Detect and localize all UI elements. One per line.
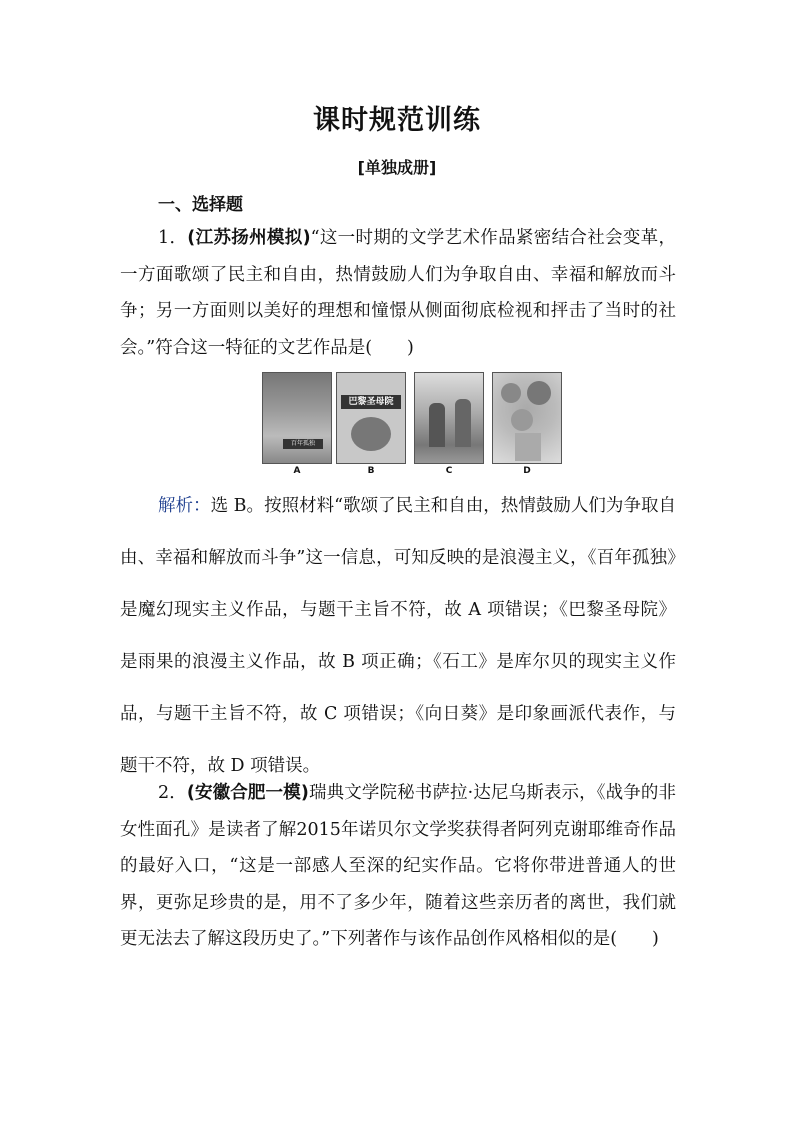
question-1-number: 1． [158, 228, 188, 248]
question-2-source: (安徽合肥一模) [186, 783, 309, 803]
figure-b-label: B [367, 466, 375, 476]
figure-a-label: A [293, 466, 301, 476]
question-2 [120, 775, 676, 958]
question-2-number: 2． [158, 783, 187, 803]
section-heading: 一、选择题 [158, 195, 243, 215]
figure-a-image [262, 372, 332, 464]
explanation-text: 选 B。按照材料“歌颂了民主和自由，热情鼓励人们为争取自由、幸福和解放而斗争”这一信息，可知反映的是浪漫主义，《百年孤独》是魔幻现实主义作品，与题干主旨不符，故 A 项错误；《巴黎圣母院》是雨果的浪漫主义作品，故 B 项正确；《石工》是库尔贝的现实主义作品，与题干主旨不符，故 C 项错误；《向日葵》是印象画派代表作，与题干不符，故 D 项错误。 [120, 496, 676, 776]
explanation-label: 解析： [158, 496, 211, 516]
question-1 [120, 220, 676, 366]
page-title: 课时规范训练 [313, 105, 481, 136]
figure-d-label: D [523, 466, 531, 476]
figure-a-caption: 百年孤独 [283, 439, 323, 449]
figure-b-caption: 巴黎圣母院 [341, 395, 401, 409]
figure-c-label: C [445, 466, 453, 476]
figure-d-image [492, 372, 562, 464]
page-subtitle: [单独成册] [357, 158, 437, 177]
figure-c-image [414, 372, 484, 464]
explanation [120, 480, 676, 792]
figure-b-image [336, 372, 406, 464]
question-1-source: (江苏扬州模拟) [187, 228, 311, 248]
question-1-text: “这一时期的文学艺术作品紧密结合社会变革，一方面歌颂了民主和自由，热情鼓励人们为争取自由、幸福和解放而斗争；另一方面则以美好的理想和憧憬从侧面彻底检视和抨击了当时的社会。”符合这一特征的文艺作品是( ) [120, 228, 677, 358]
question-2-text: 瑞典文学院秘书萨拉·达尼乌斯表示，《战争的非女性面孔》是读者了解2015年诺贝尔文学奖获得者阿列克谢耶维奇作品的最好入口，“这是一部感人至深的纪实作品。它将你带进普通人的世界，更弥足珍贵的是，用不了多少年，随着这些亲历者的离世，我们就更无法去了解这段历史了。”下列著作与该作品创作风格相似的是( ) [120, 783, 677, 949]
question-1-figures [262, 372, 567, 480]
